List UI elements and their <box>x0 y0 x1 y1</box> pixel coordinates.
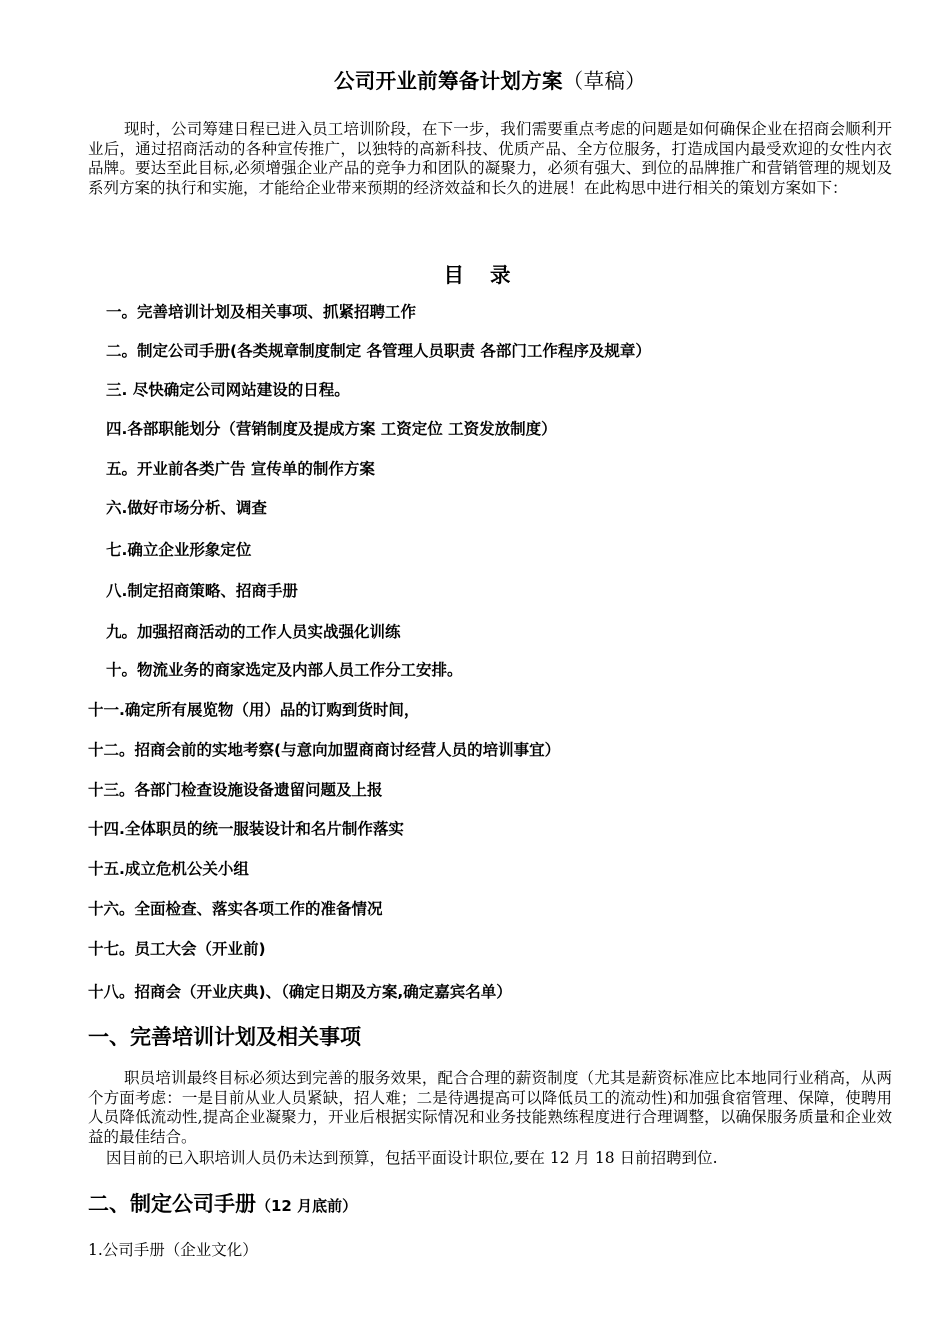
title-draft-note: （草稿） <box>562 69 646 93</box>
toc-item: 四.各部职能划分（营销制度及提成方案 工资定位 工资发放制度） <box>106 420 557 438</box>
toc-item: 十六。全面检查、落实各项工作的准备情况 <box>88 900 383 918</box>
toc-item: 一。完善培训计划及相关事项、抓紧招聘工作 <box>106 303 417 321</box>
toc-item: 十七。员工大会（开业前) <box>88 940 266 958</box>
toc-item: 十三。各部门检查设施设备遗留问题及上报 <box>88 781 383 799</box>
section-2-deadline-note: （12 月底前） <box>256 1197 358 1215</box>
toc-item: 九。加强招商活动的工作人员实战强化训练 <box>106 623 401 641</box>
toc-item: 十。物流业务的商家选定及内部人员工作分工安排。 <box>106 661 463 679</box>
toc-item: 十四.全体职员的统一服装设计和名片制作落实 <box>88 820 404 838</box>
toc-item: 十二。招商会前的实地考察(与意向加盟商商讨经营人员的培训事宜） <box>88 741 561 759</box>
title-text: 公司开业前筹备计划方案 <box>333 69 563 93</box>
section-1-heading: 一、完善培训计划及相关事项 <box>88 1025 361 1049</box>
toc-item: 三. 尽快确定公司网站建设的日程。 <box>106 381 350 399</box>
toc-item: 十八。招商会（开业庆典)、（确定日期及方案,确定嘉宾名单） <box>88 983 512 1001</box>
toc-heading: 目录 <box>443 263 537 287</box>
toc-item: 六.做好市场分析、调查 <box>106 499 267 517</box>
toc-item: 十五.成立危机公关小组 <box>88 860 249 878</box>
document-title <box>88 64 892 94</box>
section-1-paragraph: 职员培训最终目标必须达到完善的服务效果，配合合理的薪资制度（尤其是薪资标准应比本地同行业稍高，从两个方面考虑：一是目前从业人员紧缺，招人难；二是待遇提高可以降低员工的流动性)和加强食宿管理、保障，使聘用人员降低流动性,提高企业凝聚力，开业后根据实际情况和业务技能熟练程度进行合理调整，以确保服务质量和企业效益的最佳结合。 <box>88 1069 892 1146</box>
toc-item: 八.制定招商策略、招商手册 <box>106 582 298 600</box>
toc-item: 五。开业前各类广告 宣传单的制作方案 <box>106 460 375 478</box>
section-2-subitem: 1.公司手册（企业文化） <box>88 1241 258 1259</box>
section-1-note: 因目前的已入职培训人员仍未达到预算，包括平面设计职位,要在 12 月 18 日前招聘到位. <box>106 1149 718 1167</box>
section-2-heading-text: 二、制定公司手册 <box>88 1192 256 1216</box>
intro-paragraph: 现时，公司筹建日程已进入员工培训阶段，在下一步，我们需要重点考虑的问题是如何确保企业在招商会顺利开业后，通过招商活动的各种宣传推广，以独特的高新科技、优质产品、全方位服务，打造成国内最受欢迎的女性内衣品牌。要达至此目标,必须增强企业产品的竞争力和团队的凝聚力，必须有强大、到位的品牌推广和营销管理的规划及系列方案的执行和实施，才能给企业带来预期的经济效益和长久的进展！在此构思中进行相关的策划方案如下： <box>88 120 892 197</box>
toc-item: 二。制定公司手册(各类规章制度制定 各管理人员职责 各部门工作程序及规章） <box>106 342 651 360</box>
toc-item: 十一.确定所有展览物（用）品的订购到货时间， <box>88 701 420 719</box>
toc-item: 七.确立企业形象定位 <box>106 541 252 559</box>
section-2-heading <box>88 1190 357 1220</box>
